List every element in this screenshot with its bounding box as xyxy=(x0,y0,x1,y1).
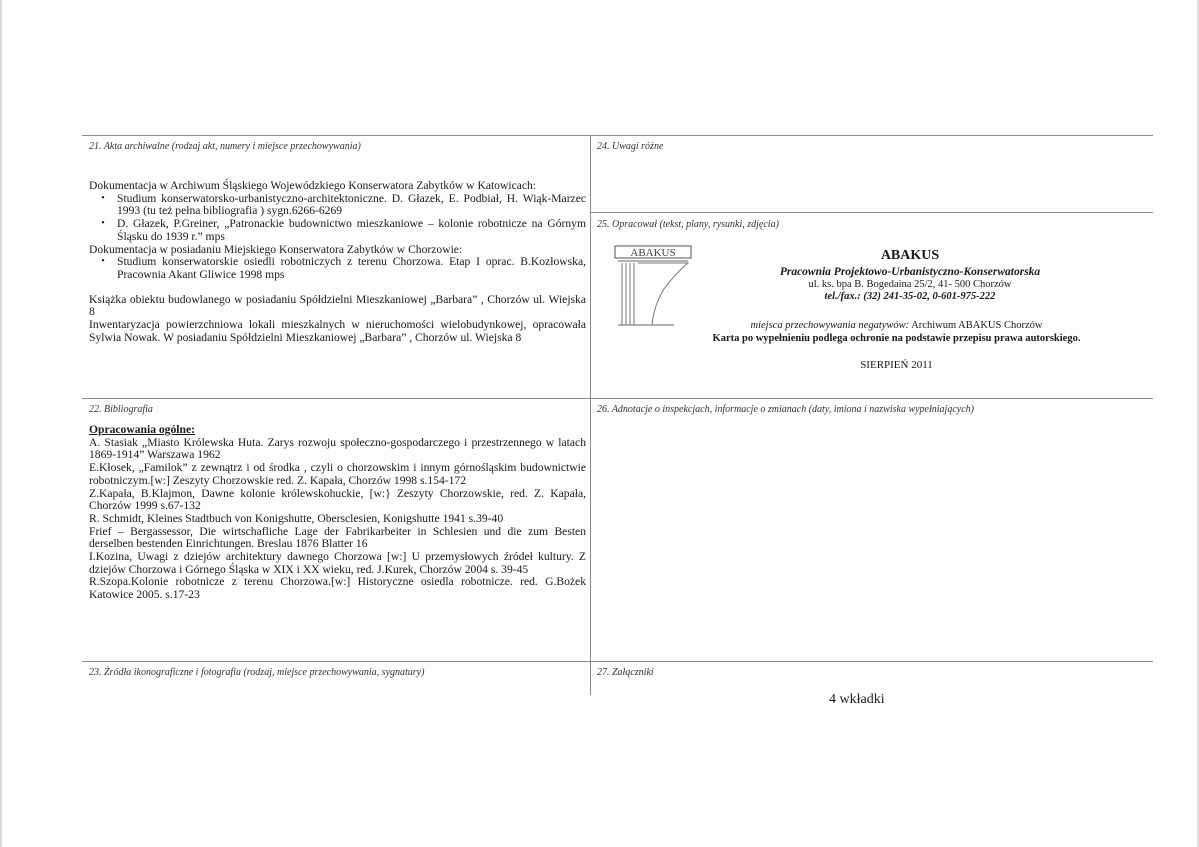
abakus-logo xyxy=(614,245,692,327)
bibliography-entry: A. Stasiak „Miasto Królewska Huta. Zarys rozwoju społeczno-gospodarczego i przestrzennego w latach 1869-1914” Warszawa 1962 xyxy=(89,435,586,462)
firm-address: ul. ks. bpa B. Bogedaina 25/2, 41- 500 Chorzów xyxy=(808,279,1012,290)
negatives-value: Archiwum ABAKUS Chorzów xyxy=(911,320,1043,331)
grid-line-row2 xyxy=(82,398,1153,399)
section-25-label: 25. Opracował (tekst, plany, rysunki, zdjęcia) xyxy=(597,219,779,230)
section-21-body xyxy=(89,180,586,344)
firm-phone: tel./fax.: (32) 241-35-02, 0-601-975-222 xyxy=(824,291,996,302)
list-item: • Studium konserwatorskie osiedli robotniczych z terenu Chorzowa. Etap I oprac. B.Kozłowska, Pracownia Akant Gliwice 1998 mps xyxy=(89,256,586,281)
section-26-label: 26. Adnotacje o inspekcjach, informacje o zmianach (daty, imiona i nazwiska wypełniających) xyxy=(597,404,974,415)
copyright-notice: Karta po wypełnieniu podlega ochronie na podstawie przepisu prawa autorskiego. xyxy=(712,333,1081,344)
bibliography-entry: E.Kłosek, „Familok” z zewnątrz i od środka , czyli o chorzowskim i innym górnośląskim budownictwie robotniczym.[w:] Zeszyty Chorzowskie red. Z. Kapała, Chorzów 1998 s.154-172 xyxy=(89,461,586,487)
section-27-label: 27. Załączniki xyxy=(597,667,654,678)
bibliography-entry: R.Szopa.Kolonie robotnicze z terenu Chorzowa.[w:] Historyczne osiedla robotnicze. red. G.Bożek Katowice 2005. s.17-23 xyxy=(89,575,586,602)
list-item: • Studium konserwatorsko-urbanistyczno-architektoniczne. D. Głazek, E. Podbiał, H. Wiąk-Marzec 1993 (tu też pełna bibliografia ) sygn.6266-6269 xyxy=(89,193,586,218)
grid-line-24-25 xyxy=(590,212,1153,213)
bibliography-entry: Frief – Bergassessor, Die wirtschafliche Lage der Fabrikarbeiter in Schlesien und die zum Besten derselben bestenden Einrichtungen. Breslau 1876 Blatter 16 xyxy=(89,524,586,551)
section-23-label: 23. Źródła ikonograficzne i fotografia (rodzaj, miejsce przechowywania, sygnatury) xyxy=(89,667,425,678)
section-22-body xyxy=(89,424,586,602)
firm-info xyxy=(700,248,1120,302)
grid-line-middle xyxy=(590,135,591,695)
bullet-icon: • xyxy=(101,192,105,204)
bullet-icon: • xyxy=(101,256,105,268)
section-21-intro2: Dokumentacja w posiadaniu Miejskiego Konserwatora Zabytków w Chorzowie: xyxy=(89,242,463,256)
firm-name: ABAKUS xyxy=(880,248,940,263)
grid-line-top xyxy=(82,135,1153,136)
list-item: • D. Głazek, P.Greiner, „Patronackie budownictwo mieszkaniowe – kolonie robotnicze na Górnym Śląsku do 1939 r.” mps xyxy=(89,218,586,243)
svg-text:ABAKUS: ABAKUS xyxy=(630,247,676,259)
section-21-label: 21. Akta archiwalne (rodzaj akt, numery i miejsce przechowywania) xyxy=(89,141,361,152)
negatives-line xyxy=(640,320,1153,331)
section-21-para1: Książka obiektu budowlanego w posiadaniu Spółdzielni Mieszkaniowej „Barbara” , Chorzów ul. Wiejska 8 xyxy=(89,292,586,319)
bibliography-entry: I.Kozina, Uwagi z dziejów architektury dawnego Chorzowa [w:] U przemysłowych źródeł kultury. Z dziejów Chorzowa i Górnego Śląska w XIX i XX wieku, red. J.Kurek, Chorzów 2004 s. 39-45 xyxy=(89,550,586,576)
firm-subtitle: Pracownia Projektowo-Urbanistyczno-Konserwatorska xyxy=(779,266,1041,278)
section-21-para2: Inwentaryzacja powierzchniowa lokali mieszkalnych w nieruchomości wielobudynkowej, opracowała Sylwia Nowak. W posiadaniu Spółdzielni Mieszkaniowej „Barbara” , Chorzów ul. Wiejska 8 xyxy=(89,318,586,344)
bullet-icon: • xyxy=(101,218,105,230)
section-24-label: 24. Uwagi różne xyxy=(597,141,664,152)
section-22-label: 22. Bibliografia xyxy=(89,404,153,415)
bibliography-entry: Z.Kapała, B.Klajmon, Dawne kolonie królewskohuckie, [w:} Zeszyty Chorzowskie, red. Z. Kapała, Chorzów 1999 s.67-132 xyxy=(89,486,586,513)
document-date: SIERPIEŃ 2011 xyxy=(860,359,933,371)
attachments-value: 4 wkładki xyxy=(829,692,885,707)
bibliography-heading: Opracowania ogólne: xyxy=(89,423,195,436)
negatives-label: miejsca przechowywania negatywów: xyxy=(750,320,910,331)
grid-line-row3 xyxy=(82,661,1153,662)
section-21-intro: Dokumentacja w Archiwum Śląskiego Wojewódzkiego Konserwatora Zabytków w Katowicach: xyxy=(89,179,537,192)
bibliography-entry: R. Schmidt, Kleines Stadtbuch von Konigshutte, Obersclesien, Konigshutte 1941 s.39-40 xyxy=(89,511,504,525)
